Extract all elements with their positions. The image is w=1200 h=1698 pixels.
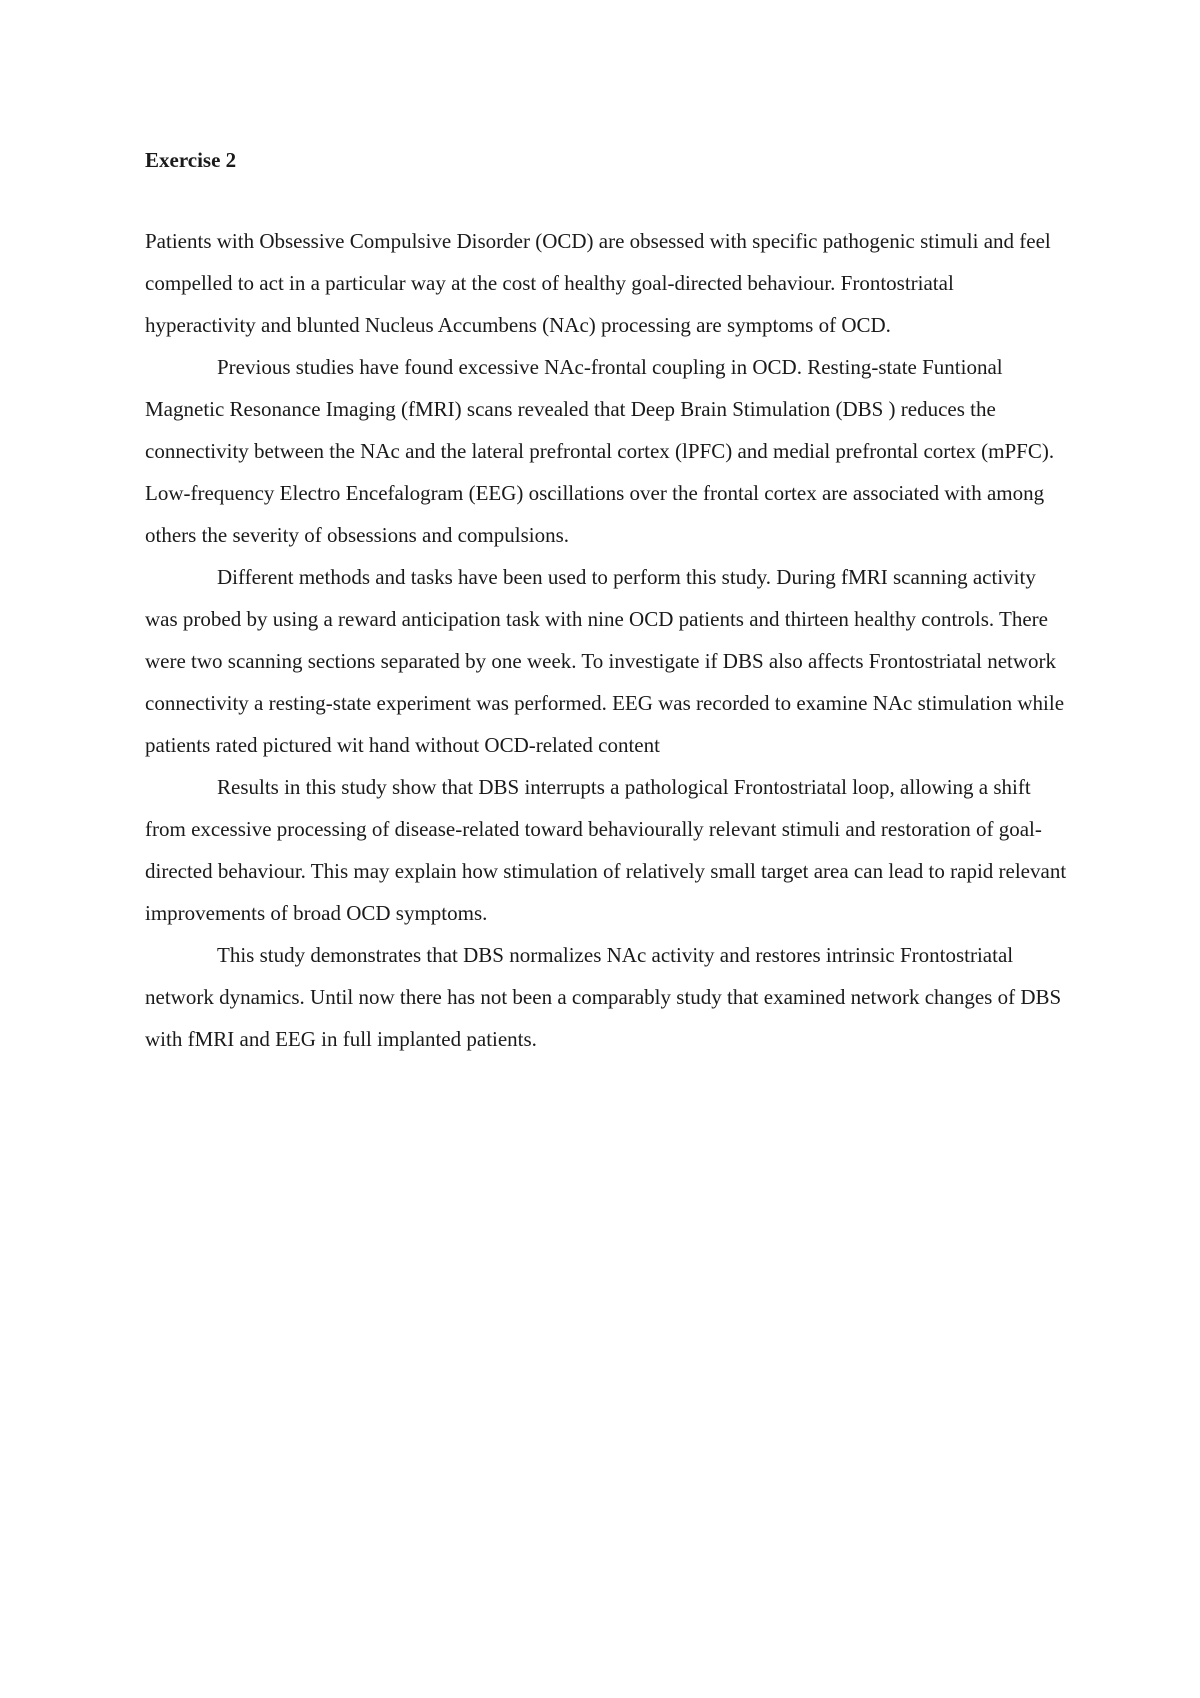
- document-body: [145, 142, 1067, 1060]
- paragraph-previous-studies: Previous studies have found excessive NAc-frontal coupling in OCD. Resting-state Funtional Magnetic Resonance Imaging (fMRI) scans revealed that Deep Brain Stimulation (DBS ) reduces the connectivity between the NAc and the lateral prefrontal cortex (lPFC) and medial prefrontal cortex (mPFC). Low-frequency Electro Encefalogram (EEG) oscillations over the frontal cortex are associated with among others the severity of obsessions and compulsions.: [145, 355, 1055, 547]
- paragraph-results: Results in this study show that DBS interrupts a pathological Frontostriatal loop, allowing a shift from excessive processing of disease-related toward behaviourally relevant stimuli and restoration of goal-directed behaviour. This may explain how stimulation of relatively small target area can lead to rapid relevant improvements of broad OCD symptoms.: [145, 775, 1067, 925]
- paragraph-conclusion: This study demonstrates that DBS normalizes NAc activity and restores intrinsic Frontostriatal network dynamics. Until now there has not been a comparably study that examined network changes of DBS with fMRI and EEG in full implanted patients.: [145, 943, 1062, 1051]
- paragraph-intro: Patients with Obsessive Compulsive Disorder (OCD) are obsessed with specific pathogenic stimuli and feel compelled to act in a particular way at the cost of healthy goal-directed behaviour. Frontostriatal hyperactivity and blunted Nucleus Accumbens (NAc) processing are symptoms of OCD.: [145, 229, 1051, 337]
- paragraph-methods: Different methods and tasks have been used to perform this study. During fMRI scanning activity was probed by using a reward anticipation task with nine OCD patients and thirteen healthy controls. There were two scanning sections separated by one week. To investigate if DBS also affects Frontostriatal network connectivity a resting-state experiment was performed. EEG was recorded to examine NAc stimulation while patients rated pictured wit hand without OCD-related content: [145, 565, 1065, 757]
- document-heading: Exercise 2: [145, 148, 237, 172]
